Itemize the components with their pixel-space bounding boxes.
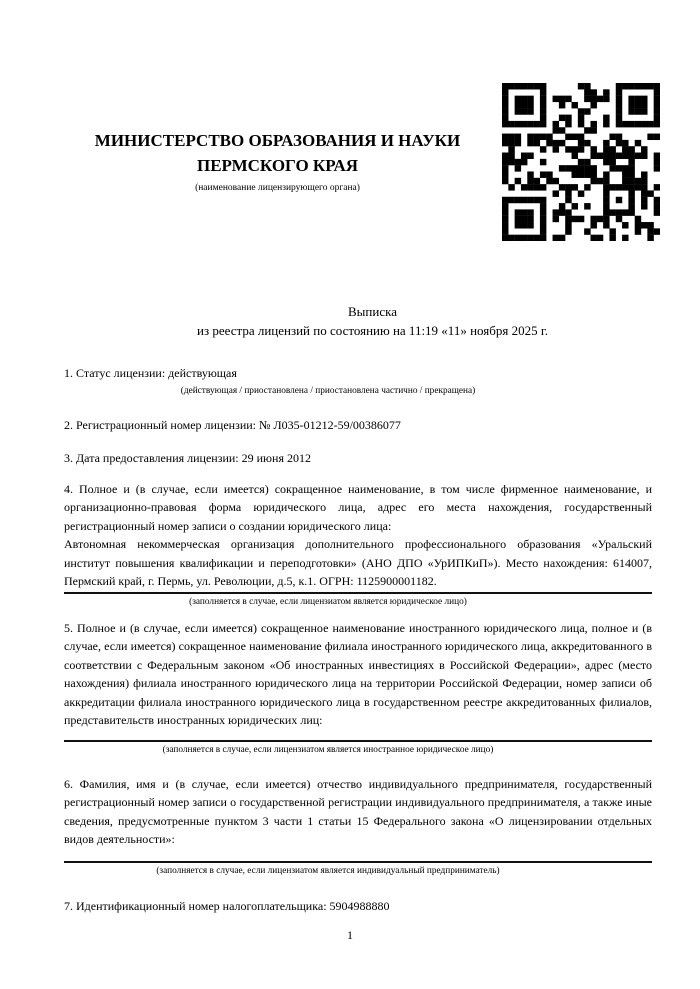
- item-legal-entity: [64, 480, 652, 608]
- grant-date-text: 3. Дата предоставления лицензии: 29 июня 2012: [64, 451, 311, 465]
- legal-entity-heading: 4. Полное и (в случае, если имеется) сокращенное наименование, в том числе фирменное наименование, и организационно-правовая форма юридического лица, адрес его места нахождения, государственный регистрационный номер записи о создании юридического лица:: [64, 481, 652, 533]
- qr-code-icon: [502, 83, 660, 241]
- fill-line-individual-entrepreneur: [64, 861, 652, 863]
- license-status-options-caption: (действующая / приостановлена / приостановлена частично / прекращена): [180, 385, 476, 396]
- issuing-authority-caption: (наименование лицензирующего органа): [195, 183, 360, 193]
- individual-entrepreneur-caption: (заполняется в случае, если лицензиатом является индивидуальный предприниматель): [156, 865, 500, 876]
- ministry-name-line1: МИНИСТЕРСТВО ОБРАЗОВАНИЯ И НАУКИ: [94, 131, 461, 150]
- item-grant-date: [64, 449, 652, 468]
- foreign-entity-heading: 5. Полное и (в случае, если имеется) сокращенное наименование иностранного юридического лица, полное и (в случае, если имеется) сокращенное наименование филиала иностранного юридического лица, аккредитованного в соответствии с Федеральным законом «Об иностранных инвестициях в Российской Федерации», адрес (место нахождения) филиала иностранного юридического лица на территории Российской Федерации, номер записи об аккредитации филиала иностранного юридического лица в государственном реестре аккредитованных филиалов, представительств иностранных юридических лиц:: [64, 620, 652, 727]
- document-title: [65, 302, 650, 340]
- page-number: 1: [347, 928, 353, 942]
- document-body: [64, 364, 652, 915]
- item-foreign-entity: [64, 619, 652, 756]
- foreign-entity-caption: (заполняется в случае, если лицензиатом является иностранное юридическое лицо): [162, 744, 494, 755]
- individual-entrepreneur-heading: 6. Фамилия, имя и (в случае, если имеется) отчество индивидуального предпринимателя, государственный регистрационный номер записи о государственной регистрации индивидуального предпринимателя, а также иные сведения, предусмотренные пунктом 3 части 1 статьи 15 Федерального закона «О лицензировании отдельных видов деятельности»:: [64, 776, 652, 846]
- document-title-line2: из реестра лицензий по состоянию на 11:19 «11» ноября 2025 г.: [197, 323, 548, 338]
- taxpayer-number-text: 7. Идентификационный номер налогоплательщика: 5904988880: [64, 898, 390, 913]
- item-license-status: [64, 364, 652, 397]
- item-registration-number: [64, 416, 652, 435]
- fill-line-legal-entity: [64, 592, 652, 594]
- qr-code-pattern: [502, 83, 660, 241]
- license-status-text: 1. Статус лицензии: действующая: [64, 366, 237, 380]
- ministry-name-line2: ПЕРМСКОГО КРАЯ: [196, 156, 359, 175]
- legal-entity-value: Автономная некоммерческая организация дополнительного профессионального образования «Уральский институт повышения квалификации и переподготовки» (АНО ДПО «УрИПКиП»). Место нахождения: 614007, Пермский край, г. Пермь, ул. Революции, д.5, к.1. ОГРН: 1125900001182.: [64, 537, 652, 588]
- item-taxpayer-number: [64, 897, 652, 916]
- issuing-authority-header: [65, 128, 490, 194]
- legal-entity-caption: (заполняется в случае, если лицензиатом является юридическое лицо): [189, 596, 467, 607]
- document-title-line1: Выписка: [348, 304, 397, 319]
- fill-line-foreign-entity: [64, 740, 652, 742]
- registration-number-text: 2. Регистрационный номер лицензии: № Л035-01212-59/00386077: [64, 417, 401, 432]
- item-individual-entrepreneur: [64, 775, 652, 877]
